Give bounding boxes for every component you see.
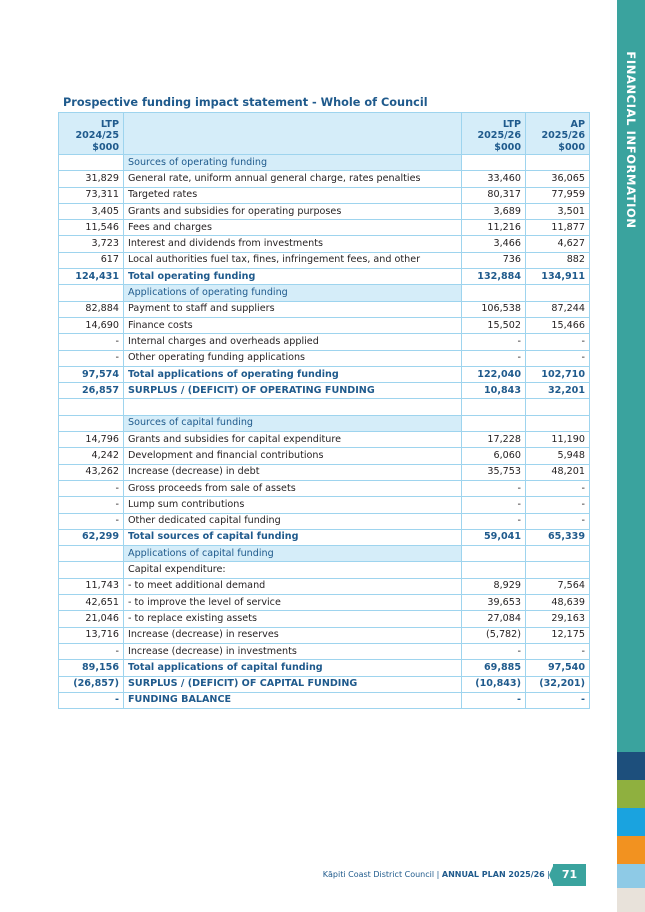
description-cell: Sources of operating funding [124, 155, 462, 171]
footer-separator: | [436, 870, 440, 879]
ap-2025-cell: 48,201 [526, 464, 590, 480]
ltp-2024-cell [59, 546, 124, 562]
ltp-2025-cell: 122,040 [462, 366, 526, 382]
ltp-2025-cell [462, 415, 526, 431]
ltp-2025-cell: (10,843) [462, 676, 526, 692]
ap-2025-cell: 134,911 [526, 269, 590, 285]
description-cell: - to replace existing assets [124, 611, 462, 627]
ltp-2024-cell: 73,311 [59, 187, 124, 203]
col-header-description [124, 113, 462, 155]
table-row [59, 432, 590, 448]
description-cell: Total operating funding [124, 269, 462, 285]
ltp-2024-cell: 4,242 [59, 448, 124, 464]
ltp-2024-cell: - [59, 692, 124, 708]
ltp-2025-cell: - [462, 334, 526, 350]
table-row [59, 203, 590, 219]
description-cell: Total applications of capital funding [124, 660, 462, 676]
description-cell: Increase (decrease) in debt [124, 464, 462, 480]
ltp-2025-cell: 132,884 [462, 269, 526, 285]
table-row [59, 171, 590, 187]
description-cell: General rate, uniform annual general charge, rates penalties [124, 171, 462, 187]
description-cell: Payment to staff and suppliers [124, 301, 462, 317]
ltp-2024-cell: 42,651 [59, 595, 124, 611]
ltp-2025-cell: 11,216 [462, 220, 526, 236]
table-row [59, 513, 590, 529]
ltp-2025-cell: 59,041 [462, 529, 526, 545]
side-tab-label: FINANCIAL INFORMATION [624, 51, 638, 229]
table-row [59, 497, 590, 513]
ltp-2024-cell [59, 399, 124, 415]
ltp-2025-cell [462, 562, 526, 578]
ltp-2024-cell: 62,299 [59, 529, 124, 545]
ap-2025-cell: 5,948 [526, 448, 590, 464]
ltp-2024-cell [59, 285, 124, 301]
ltp-2025-cell: 736 [462, 252, 526, 268]
description-cell: Gross proceeds from sale of assets [124, 480, 462, 496]
ap-2025-cell: (32,201) [526, 676, 590, 692]
ltp-2025-cell: 27,084 [462, 611, 526, 627]
table-row [59, 562, 590, 578]
table-row [59, 317, 590, 333]
ltp-2025-cell: - [462, 643, 526, 659]
ap-2025-cell: 29,163 [526, 611, 590, 627]
table-row [59, 301, 590, 317]
color-swatch-green [617, 780, 645, 808]
ap-2025-cell: - [526, 334, 590, 350]
ap-2025-cell: - [526, 497, 590, 513]
col-header-ltp-2024: LTP 2024/25 $000 [59, 113, 124, 155]
ltp-2024-cell [59, 562, 124, 578]
description-cell: Other operating funding applications [124, 350, 462, 366]
ltp-2024-cell: 31,829 [59, 171, 124, 187]
description-cell: Fees and charges [124, 220, 462, 236]
ltp-2025-cell: 35,753 [462, 464, 526, 480]
ltp-2024-cell: - [59, 513, 124, 529]
section-header-row [59, 155, 590, 171]
page-number: 71 [553, 864, 586, 886]
ltp-2024-cell: - [59, 334, 124, 350]
col-header-ap-2025: AP 2025/26 $000 [526, 113, 590, 155]
footer-council: Kāpiti Coast District Council [322, 870, 435, 879]
ltp-2024-cell: 11,546 [59, 220, 124, 236]
ltp-2025-cell: 15,502 [462, 317, 526, 333]
table-header-row [59, 113, 590, 155]
ap-2025-cell [526, 155, 590, 171]
color-swatch-lightblue [617, 864, 645, 888]
funding-impact-table [58, 112, 590, 709]
ltp-2025-cell: 69,885 [462, 660, 526, 676]
ltp-2024-cell: - [59, 643, 124, 659]
ltp-2025-cell: 6,060 [462, 448, 526, 464]
ltp-2024-cell [59, 415, 124, 431]
table-body [59, 155, 590, 709]
ap-2025-cell: 882 [526, 252, 590, 268]
description-cell: Targeted rates [124, 187, 462, 203]
ltp-2025-cell: 106,538 [462, 301, 526, 317]
col-header-ltp-2025: LTP 2025/26 $000 [462, 113, 526, 155]
description-cell: Sources of capital funding [124, 415, 462, 431]
ap-2025-cell: 77,959 [526, 187, 590, 203]
ltp-2025-cell: - [462, 513, 526, 529]
ltp-2024-cell: 3,723 [59, 236, 124, 252]
ltp-2024-cell: 82,884 [59, 301, 124, 317]
total-row [59, 676, 590, 692]
ap-2025-cell: - [526, 513, 590, 529]
total-row [59, 366, 590, 382]
table-row [59, 611, 590, 627]
ltp-2024-cell: (26,857) [59, 676, 124, 692]
color-swatch-navy [617, 752, 645, 780]
ap-2025-cell: 12,175 [526, 627, 590, 643]
section-header-row [59, 415, 590, 431]
ap-2025-cell: 11,877 [526, 220, 590, 236]
description-cell: Increase (decrease) in reserves [124, 627, 462, 643]
table-row [59, 578, 590, 594]
ltp-2024-cell [59, 155, 124, 171]
ltp-2024-cell: - [59, 350, 124, 366]
ltp-2024-cell: 13,716 [59, 627, 124, 643]
footer-plan: ANNUAL PLAN 2025/26 [441, 870, 545, 879]
footer [300, 870, 550, 879]
ltp-2024-cell: 21,046 [59, 611, 124, 627]
ltp-2024-cell: 124,431 [59, 269, 124, 285]
ltp-2024-cell: 26,857 [59, 383, 124, 399]
ap-2025-cell: - [526, 643, 590, 659]
table-row [59, 220, 590, 236]
table-row [59, 252, 590, 268]
ap-2025-cell: 36,065 [526, 171, 590, 187]
ap-2025-cell: 15,466 [526, 317, 590, 333]
description-cell: Grants and subsidies for capital expenditure [124, 432, 462, 448]
ap-2025-cell: 87,244 [526, 301, 590, 317]
table-row [59, 464, 590, 480]
ltp-2025-cell: - [462, 497, 526, 513]
ltp-2025-cell: - [462, 350, 526, 366]
ap-2025-cell [526, 562, 590, 578]
color-swatch-orange [617, 836, 645, 864]
ltp-2024-cell: 14,796 [59, 432, 124, 448]
description-cell: Capital expenditure: [124, 562, 462, 578]
ltp-2025-cell: (5,782) [462, 627, 526, 643]
ltp-2024-cell: 14,690 [59, 317, 124, 333]
description-cell: Total applications of operating funding [124, 366, 462, 382]
description-cell: Lump sum contributions [124, 497, 462, 513]
ap-2025-cell [526, 415, 590, 431]
table-row [59, 334, 590, 350]
description-cell: Internal charges and overheads applied [124, 334, 462, 350]
ap-2025-cell: 102,710 [526, 366, 590, 382]
description-cell: SURPLUS / (DEFICIT) OF CAPITAL FUNDING [124, 676, 462, 692]
ltp-2025-cell [462, 285, 526, 301]
ap-2025-cell: 97,540 [526, 660, 590, 676]
ltp-2024-cell: 89,156 [59, 660, 124, 676]
total-row [59, 660, 590, 676]
description-cell: Local authorities fuel tax, fines, infringement fees, and other [124, 252, 462, 268]
description-cell: Applications of capital funding [124, 546, 462, 562]
ltp-2024-cell: 97,574 [59, 366, 124, 382]
description-cell: Total sources of capital funding [124, 529, 462, 545]
ltp-2025-cell: 8,929 [462, 578, 526, 594]
table-row [59, 595, 590, 611]
ltp-2025-cell [462, 155, 526, 171]
description-cell: Applications of operating funding [124, 285, 462, 301]
ltp-2025-cell: 3,689 [462, 203, 526, 219]
ltp-2025-cell: 80,317 [462, 187, 526, 203]
ltp-2025-cell: 17,228 [462, 432, 526, 448]
ltp-2024-cell: 617 [59, 252, 124, 268]
description-cell: Other dedicated capital funding [124, 513, 462, 529]
ap-2025-cell: - [526, 692, 590, 708]
section-header-row [59, 285, 590, 301]
description-cell: Increase (decrease) in investments [124, 643, 462, 659]
description-cell: Interest and dividends from investments [124, 236, 462, 252]
total-row [59, 269, 590, 285]
color-swatch-blue [617, 808, 645, 836]
ap-2025-cell [526, 285, 590, 301]
ltp-2025-cell [462, 546, 526, 562]
description-cell: Development and financial contributions [124, 448, 462, 464]
ap-2025-cell: - [526, 350, 590, 366]
ltp-2024-cell: - [59, 497, 124, 513]
ltp-2025-cell: - [462, 480, 526, 496]
color-swatch-beige [617, 888, 645, 912]
ltp-2025-cell: 3,466 [462, 236, 526, 252]
ap-2025-cell [526, 399, 590, 415]
ap-2025-cell: 65,339 [526, 529, 590, 545]
description-cell: Grants and subsidies for operating purposes [124, 203, 462, 219]
table-row [59, 643, 590, 659]
section-header-row [59, 546, 590, 562]
table-row [59, 448, 590, 464]
ltp-2024-cell: 11,743 [59, 578, 124, 594]
ltp-2025-cell: - [462, 692, 526, 708]
description-cell: Finance costs [124, 317, 462, 333]
description-cell: SURPLUS / (DEFICIT) OF OPERATING FUNDING [124, 383, 462, 399]
ltp-2025-cell: 39,653 [462, 595, 526, 611]
description-cell: - to improve the level of service [124, 595, 462, 611]
ltp-2024-cell: 3,405 [59, 203, 124, 219]
ltp-2025-cell: 33,460 [462, 171, 526, 187]
ltp-2025-cell: 10,843 [462, 383, 526, 399]
ltp-2025-cell [462, 399, 526, 415]
ap-2025-cell [526, 546, 590, 562]
table-row [59, 187, 590, 203]
table-row [59, 350, 590, 366]
ltp-2024-cell: 43,262 [59, 464, 124, 480]
description-cell: - to meet additional demand [124, 578, 462, 594]
table-row [59, 236, 590, 252]
ap-2025-cell: - [526, 480, 590, 496]
table-row [59, 480, 590, 496]
ap-2025-cell: 7,564 [526, 578, 590, 594]
ltp-2024-cell: - [59, 480, 124, 496]
total-row [59, 692, 590, 708]
total-row [59, 383, 590, 399]
total-row [59, 529, 590, 545]
ap-2025-cell: 32,201 [526, 383, 590, 399]
description-cell: FUNDING BALANCE [124, 692, 462, 708]
ap-2025-cell: 48,639 [526, 595, 590, 611]
description-cell [124, 399, 462, 415]
ap-2025-cell: 3,501 [526, 203, 590, 219]
ap-2025-cell: 11,190 [526, 432, 590, 448]
page-title: Prospective funding impact statement - Whole of Council [63, 96, 428, 109]
footer-separator-2: | [547, 870, 550, 879]
table-row [59, 627, 590, 643]
table-row [59, 399, 590, 415]
ap-2025-cell: 4,627 [526, 236, 590, 252]
